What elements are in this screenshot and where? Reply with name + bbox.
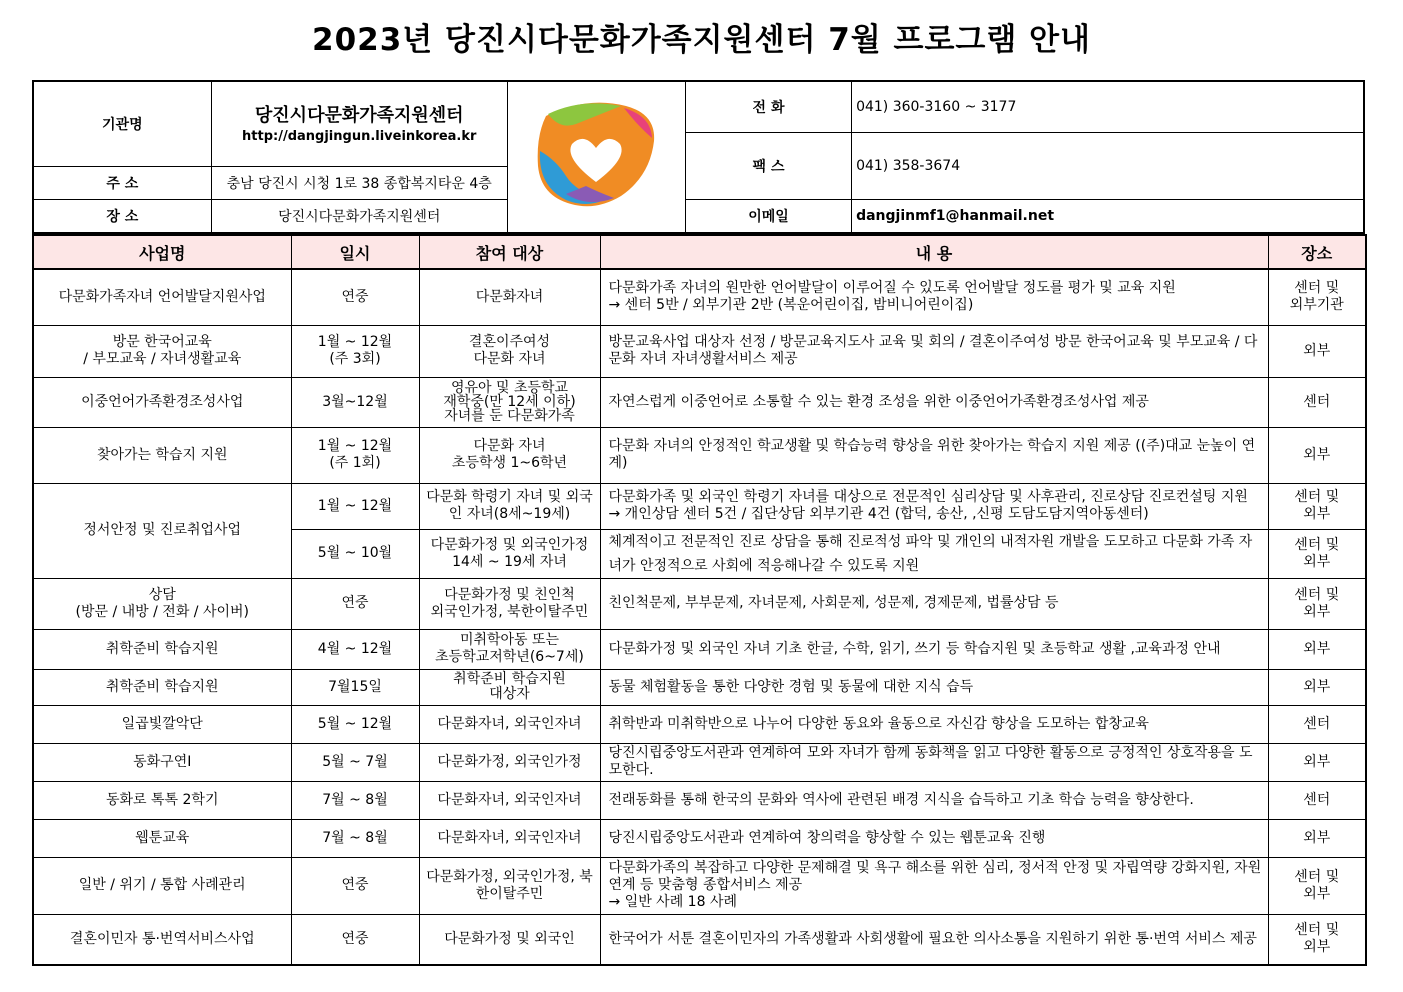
program-name: 일곱빛깔악단 — [33, 705, 291, 743]
email-value[interactable]: dangjinmf1@hanmail.net — [852, 199, 1364, 233]
program-date: 연중 — [291, 857, 419, 914]
program-date: 1월 ~ 12월 (주 3회) — [291, 325, 419, 377]
program-content: 당진시립중앙도서관과 연계하여 창의력을 향상할 수 있는 웹툰교육 진행 — [600, 819, 1268, 857]
program-place: 외부 — [1268, 819, 1366, 857]
program-target: 취학준비 학습지원 대상자 — [419, 669, 600, 705]
program-place: 외부 — [1268, 743, 1366, 781]
program-target: 다문화가정 및 외국인 — [419, 914, 600, 965]
program-place: 센터 — [1268, 781, 1366, 819]
program-place: 센터 — [1268, 377, 1366, 427]
header-target: 참여 대상 — [419, 235, 600, 269]
program-date: 5월 ~ 10월 — [291, 529, 419, 578]
program-place: 센터 — [1268, 705, 1366, 743]
header-program: 사업명 — [33, 235, 291, 269]
program-date: 7월 ~ 8월 — [291, 819, 419, 857]
program-table — [32, 234, 1367, 966]
phone-value: 041) 360-3160 ~ 3177 — [852, 81, 1364, 132]
table-row — [33, 483, 1366, 529]
logo-cell — [507, 81, 685, 233]
program-date: 연중 — [291, 914, 419, 965]
email-label: 이메일 — [685, 199, 851, 233]
program-content: 친인척문제, 부부문제, 자녀문제, 사회문제, 성문제, 경제문제, 법률상담 등 — [600, 578, 1268, 629]
program-target: 다문화자녀 — [419, 269, 600, 325]
program-name: 일반 / 위기 / 통합 사례관리 — [33, 857, 291, 914]
center-info-table — [32, 80, 1365, 234]
program-name: 이중언어가족환경조성사업 — [33, 377, 291, 427]
address-label: 주 소 — [33, 166, 211, 199]
program-content: 다문화가족 자녀의 원만한 언어발달이 이루어질 수 있도록 언어발달 정도를 평가 및 교육 지원 → 센터 5반 / 외부기관 2반 (복운어린이집, 밤비니어린이집) — [600, 269, 1268, 325]
header-content: 내 용 — [600, 235, 1268, 269]
program-content: 방문교육사업 대상자 선정 / 방문교육지도사 교육 및 회의 / 결혼이주여성 방문 한국어교육 및 부모교육 / 다문화 자녀 자녀생활서비스 제공 — [600, 325, 1268, 377]
header-date: 일시 — [291, 235, 419, 269]
header-place: 장소 — [1268, 235, 1366, 269]
program-content: 자연스럽게 이중언어로 소통할 수 있는 환경 조성을 위한 이중언어가족환경조성사업 제공 — [600, 377, 1268, 427]
phone-label: 전 화 — [685, 81, 851, 132]
program-name: 취학준비 학습지원 — [33, 629, 291, 669]
table-row — [33, 377, 1366, 427]
program-target: 다문화자녀, 외국인자녀 — [419, 705, 600, 743]
program-place: 센터 및 외부 — [1268, 578, 1366, 629]
program-date: 1월 ~ 12월 — [291, 483, 419, 529]
program-content: 한국어가 서툰 결혼이민자의 가족생활과 사회생활에 필요한 의사소통을 지원하기 위한 통·번역 서비스 제공 — [600, 914, 1268, 965]
program-date: 연중 — [291, 269, 419, 325]
address-value: 충남 당진시 시청 1로 38 종합복지타운 4층 — [211, 166, 507, 199]
program-target: 영유아 및 초등학교 재학중(만 12세 이하) 자녀를 둔 다문화가족 — [419, 377, 600, 427]
program-content: 체계적이고 전문적인 진로 상담을 통해 진로적성 파악 및 개인의 내적자원 개발을 도모하고 다문화 가족 자녀가 안정적으로 사회에 적응해나갈 수 있도록 지원 — [600, 529, 1268, 578]
program-place: 센터 및 외부기관 — [1268, 269, 1366, 325]
program-name: 다문화가족자녀 언어발달지원사업 — [33, 269, 291, 325]
program-place: 외부 — [1268, 629, 1366, 669]
program-content: 동물 체험활동을 통한 다양한 경험 및 동물에 대한 지식 습득 — [600, 669, 1268, 705]
page-title: 2023년 당진시다문화가족지원센터 7월 프로그램 안내 — [312, 22, 1091, 58]
place-label: 장 소 — [33, 199, 211, 233]
program-place: 외부 — [1268, 427, 1366, 483]
table-row — [33, 325, 1366, 377]
org-label: 기관명 — [33, 81, 211, 166]
table-row — [33, 781, 1366, 819]
program-date: 4월 ~ 12월 — [291, 629, 419, 669]
program-place: 외부 — [1268, 325, 1366, 377]
program-target: 미취학아동 또는 초등학교저학년(6~7세) — [419, 629, 600, 669]
program-target: 다문화가정 및 외국인가정 14세 ~ 19세 자녀 — [419, 529, 600, 578]
program-date: 연중 — [291, 578, 419, 629]
program-content: 다문화가정 및 외국인 자녀 기초 한글, 수학, 읽기, 쓰기 등 학습지원 및 초등학교 생활 ,교육과정 안내 — [600, 629, 1268, 669]
program-name: 동화구연Ⅰ — [33, 743, 291, 781]
program-name: 상담 (방문 / 내방 / 전화 / 사이버) — [33, 578, 291, 629]
program-target: 다문화 자녀 초등학생 1~6학년 — [419, 427, 600, 483]
org-url[interactable]: http://dangjingun.liveinkorea.kr — [242, 129, 477, 145]
program-date: 7월 ~ 8월 — [291, 781, 419, 819]
program-name: 방문 한국어교육 / 부모교육 / 자녀생활교육 — [33, 325, 291, 377]
table-row — [33, 857, 1366, 914]
table-row — [33, 269, 1366, 325]
program-name: 정서안정 및 진로취업사업 — [33, 483, 291, 578]
program-place: 외부 — [1268, 669, 1366, 705]
table-row — [33, 819, 1366, 857]
program-target: 다문화자녀, 외국인자녀 — [419, 781, 600, 819]
place-value: 당진시다문화가족지원센터 — [211, 199, 507, 233]
table-row — [33, 427, 1366, 483]
program-content: 다문화 자녀의 안정적인 학교생활 및 학습능력 향상을 위한 찾아가는 학습지 지원 제공 ((주)대교 눈높이 연계) — [600, 427, 1268, 483]
table-row — [33, 629, 1366, 669]
program-place: 센터 및 외부 — [1268, 857, 1366, 914]
org-cell — [211, 81, 507, 166]
program-date: 5월 ~ 7월 — [291, 743, 419, 781]
table-row — [33, 578, 1366, 629]
table-row — [33, 914, 1366, 965]
program-content: 당진시립중앙도서관과 연계하여 모와 자녀가 함께 동화책을 읽고 다양한 활동으로 긍정적인 상호작용을 도모한다. — [600, 743, 1268, 781]
program-target: 다문화가정, 외국인가정, 북한이탈주민 — [419, 857, 600, 914]
program-name: 찾아가는 학습지 지원 — [33, 427, 291, 483]
program-name: 취학준비 학습지원 — [33, 669, 291, 705]
program-name: 웹툰교육 — [33, 819, 291, 857]
program-place: 센터 및 외부 — [1268, 529, 1366, 578]
program-target: 결혼이주여성 다문화 자녀 — [419, 325, 600, 377]
fax-label: 팩 스 — [685, 132, 851, 199]
center-logo-icon — [526, 96, 666, 214]
program-target: 다문화 학령기 자녀 및 외국인 자녀(8세~19세) — [419, 483, 600, 529]
program-date: 3월~12월 — [291, 377, 419, 427]
program-content: 취학반과 미취학반으로 나누어 다양한 동요와 율동으로 자신감 향상을 도모하는 합창교육 — [600, 705, 1268, 743]
program-target: 다문화자녀, 외국인자녀 — [419, 819, 600, 857]
program-content: 전래동화를 통해 한국의 문화와 역사에 관련된 배경 지식을 습득하고 기초 학습 능력을 향상한다. — [600, 781, 1268, 819]
program-target: 다문화가정 및 친인척 외국인가정, 북한이탈주민 — [419, 578, 600, 629]
table-row — [33, 743, 1366, 781]
org-name: 당진시다문화가족지원센터 — [254, 105, 464, 127]
table-row — [33, 705, 1366, 743]
program-target: 다문화가정, 외국인가정 — [419, 743, 600, 781]
program-content: 다문화가족의 복잡하고 다양한 문제해결 및 욕구 해소를 위한 심리, 정서적 안정 및 자립역량 강화지원, 자원연계 등 맞춤형 종합서비스 제공 → 일반 사례 18 사례 — [600, 857, 1268, 914]
program-content: 다문화가족 및 외국인 학령기 자녀를 대상으로 전문적인 심리상담 및 사후관리, 진로상담 진로컨설팅 지원 → 개인상담 센터 5건 / 집단상담 외부기관 4건 (합덕, 송산, ,신평 도담도담지역아동센터) — [600, 483, 1268, 529]
program-date: 7월15일 — [291, 669, 419, 705]
program-name: 동화로 톡톡 2학기 — [33, 781, 291, 819]
table-row — [33, 669, 1366, 705]
fax-value: 041) 358-3674 — [852, 132, 1364, 199]
program-place: 센터 및 외부 — [1268, 914, 1366, 965]
program-name: 결혼이민자 통·번역서비스사업 — [33, 914, 291, 965]
program-place: 센터 및 외부 — [1268, 483, 1366, 529]
program-date: 1월 ~ 12월 (주 1회) — [291, 427, 419, 483]
program-date: 5월 ~ 12월 — [291, 705, 419, 743]
